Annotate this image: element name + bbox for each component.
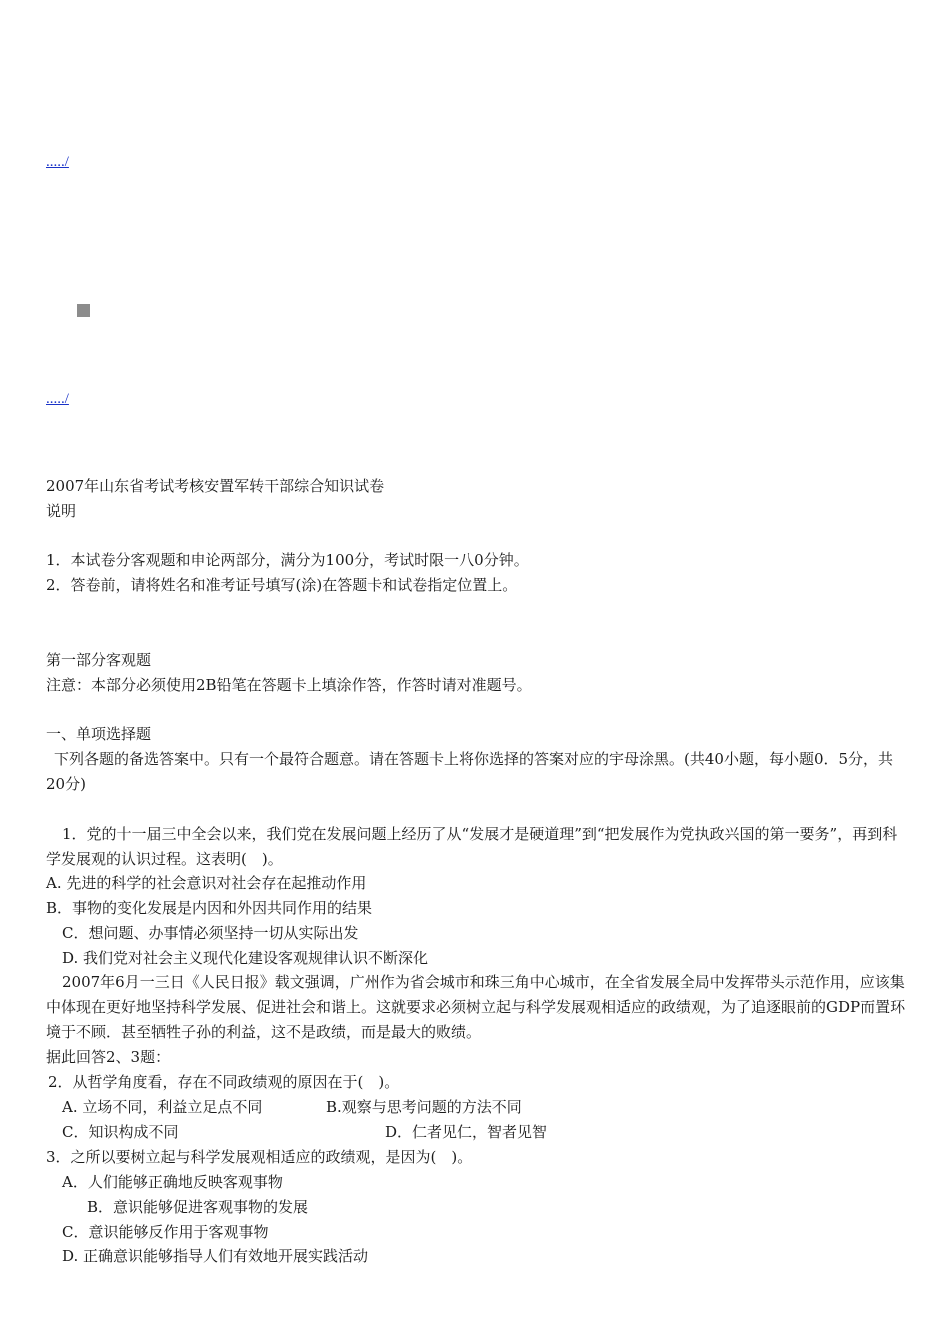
question-2-option-c: C．知识构成不同 [62, 1123, 179, 1141]
part1-note: 注意：本部分必须使用2B铅笔在答题卡上填涂作答，作答时请对准题号。 [46, 676, 532, 694]
question-3-option-c: C．意识能够反作用于客观事物 [62, 1223, 269, 1241]
question-1-option-a: A. 先进的科学的社会意识对社会存在起推动作用 [46, 874, 367, 892]
explain-heading: 说明 [46, 502, 77, 520]
bottom-link[interactable]: ...../ [46, 391, 69, 407]
question-2-option-b: B.观察与思考问题的方法不同 [326, 1098, 522, 1116]
question-3-option-b: B．意识能够促进客观事物的发展 [87, 1198, 309, 1216]
question-2-stem: 2．从哲学角度看，存在不同政绩观的原因在于( )。 [48, 1073, 400, 1091]
question-3-option-d: D. 正确意识能够指导人们有效地开展实践活动 [62, 1247, 369, 1265]
part1-heading: 第一部分客观题 [46, 651, 152, 669]
document-title: 2007年山东省考试考核安置军转干部综合知识试卷 [46, 477, 385, 495]
section1-heading: 一、单项选择题 [46, 725, 152, 743]
note-2: 2．答卷前，请将姓名和准考证号填写(涂)在答题卡和试卷指定位置上。 [46, 576, 518, 594]
section1-instructions: 下列各题的备选答案中。只有一个最符合题意。请在答题卡上将你选择的答案对应的宇母涂黑。(共40小题，每小题0．5分，共20分) [46, 750, 894, 793]
top-link[interactable]: ...../ [46, 154, 69, 170]
question-3-option-a: A．人们能够正确地反映客观事物 [62, 1173, 283, 1191]
note-1: 1．本试卷分客观题和申论两部分，满分为100分，考试时限一八0分钟。 [46, 551, 529, 569]
question-2-option-d: D．仁者见仁，智者见智 [385, 1123, 548, 1141]
question-2-option-a: A. 立场不同，利益立足点不同 [62, 1098, 263, 1116]
question-1-option-c: C．想问题、办事情必须坚持一切从实际出发 [62, 924, 359, 942]
reading-passage: 2007年6月一三日《人民日报》载文强调，广州作为省会城市和珠三角中心城市，在全省发展全局中发挥带头示范作用，应该集中体现在更好地坚持科学发展、促进社会和谐上。这就要求必须树立起与科学发展观相适应的政绩观，为了追逐眼前的GDP而置环境于不顾．甚至牺牲子孙的利益，这不是政绩，而是最大的败绩。 [46, 973, 906, 1041]
question-3-stem: 3．之所以要树立起与科学发展观相适应的政绩观，是因为( )。 [46, 1148, 473, 1166]
passage-prompt: 据此回答2、3题： [46, 1048, 171, 1066]
question-1-option-d: D. 我们党对社会主义现代化建设客观规律认识不断深化 [62, 949, 429, 967]
question-1-stem: 1．党的十一届三中全会以来，我们党在发展问题上经历了从“发展才是硬道理”到“把发展作为党执政兴国的第一要务”，再到科学发展观的认识过程。这表明( )。 [46, 825, 898, 868]
question-1-option-b: B．事物的变化发展是内因和外因共同作用的结果 [46, 899, 373, 917]
image-placeholder [77, 304, 90, 317]
